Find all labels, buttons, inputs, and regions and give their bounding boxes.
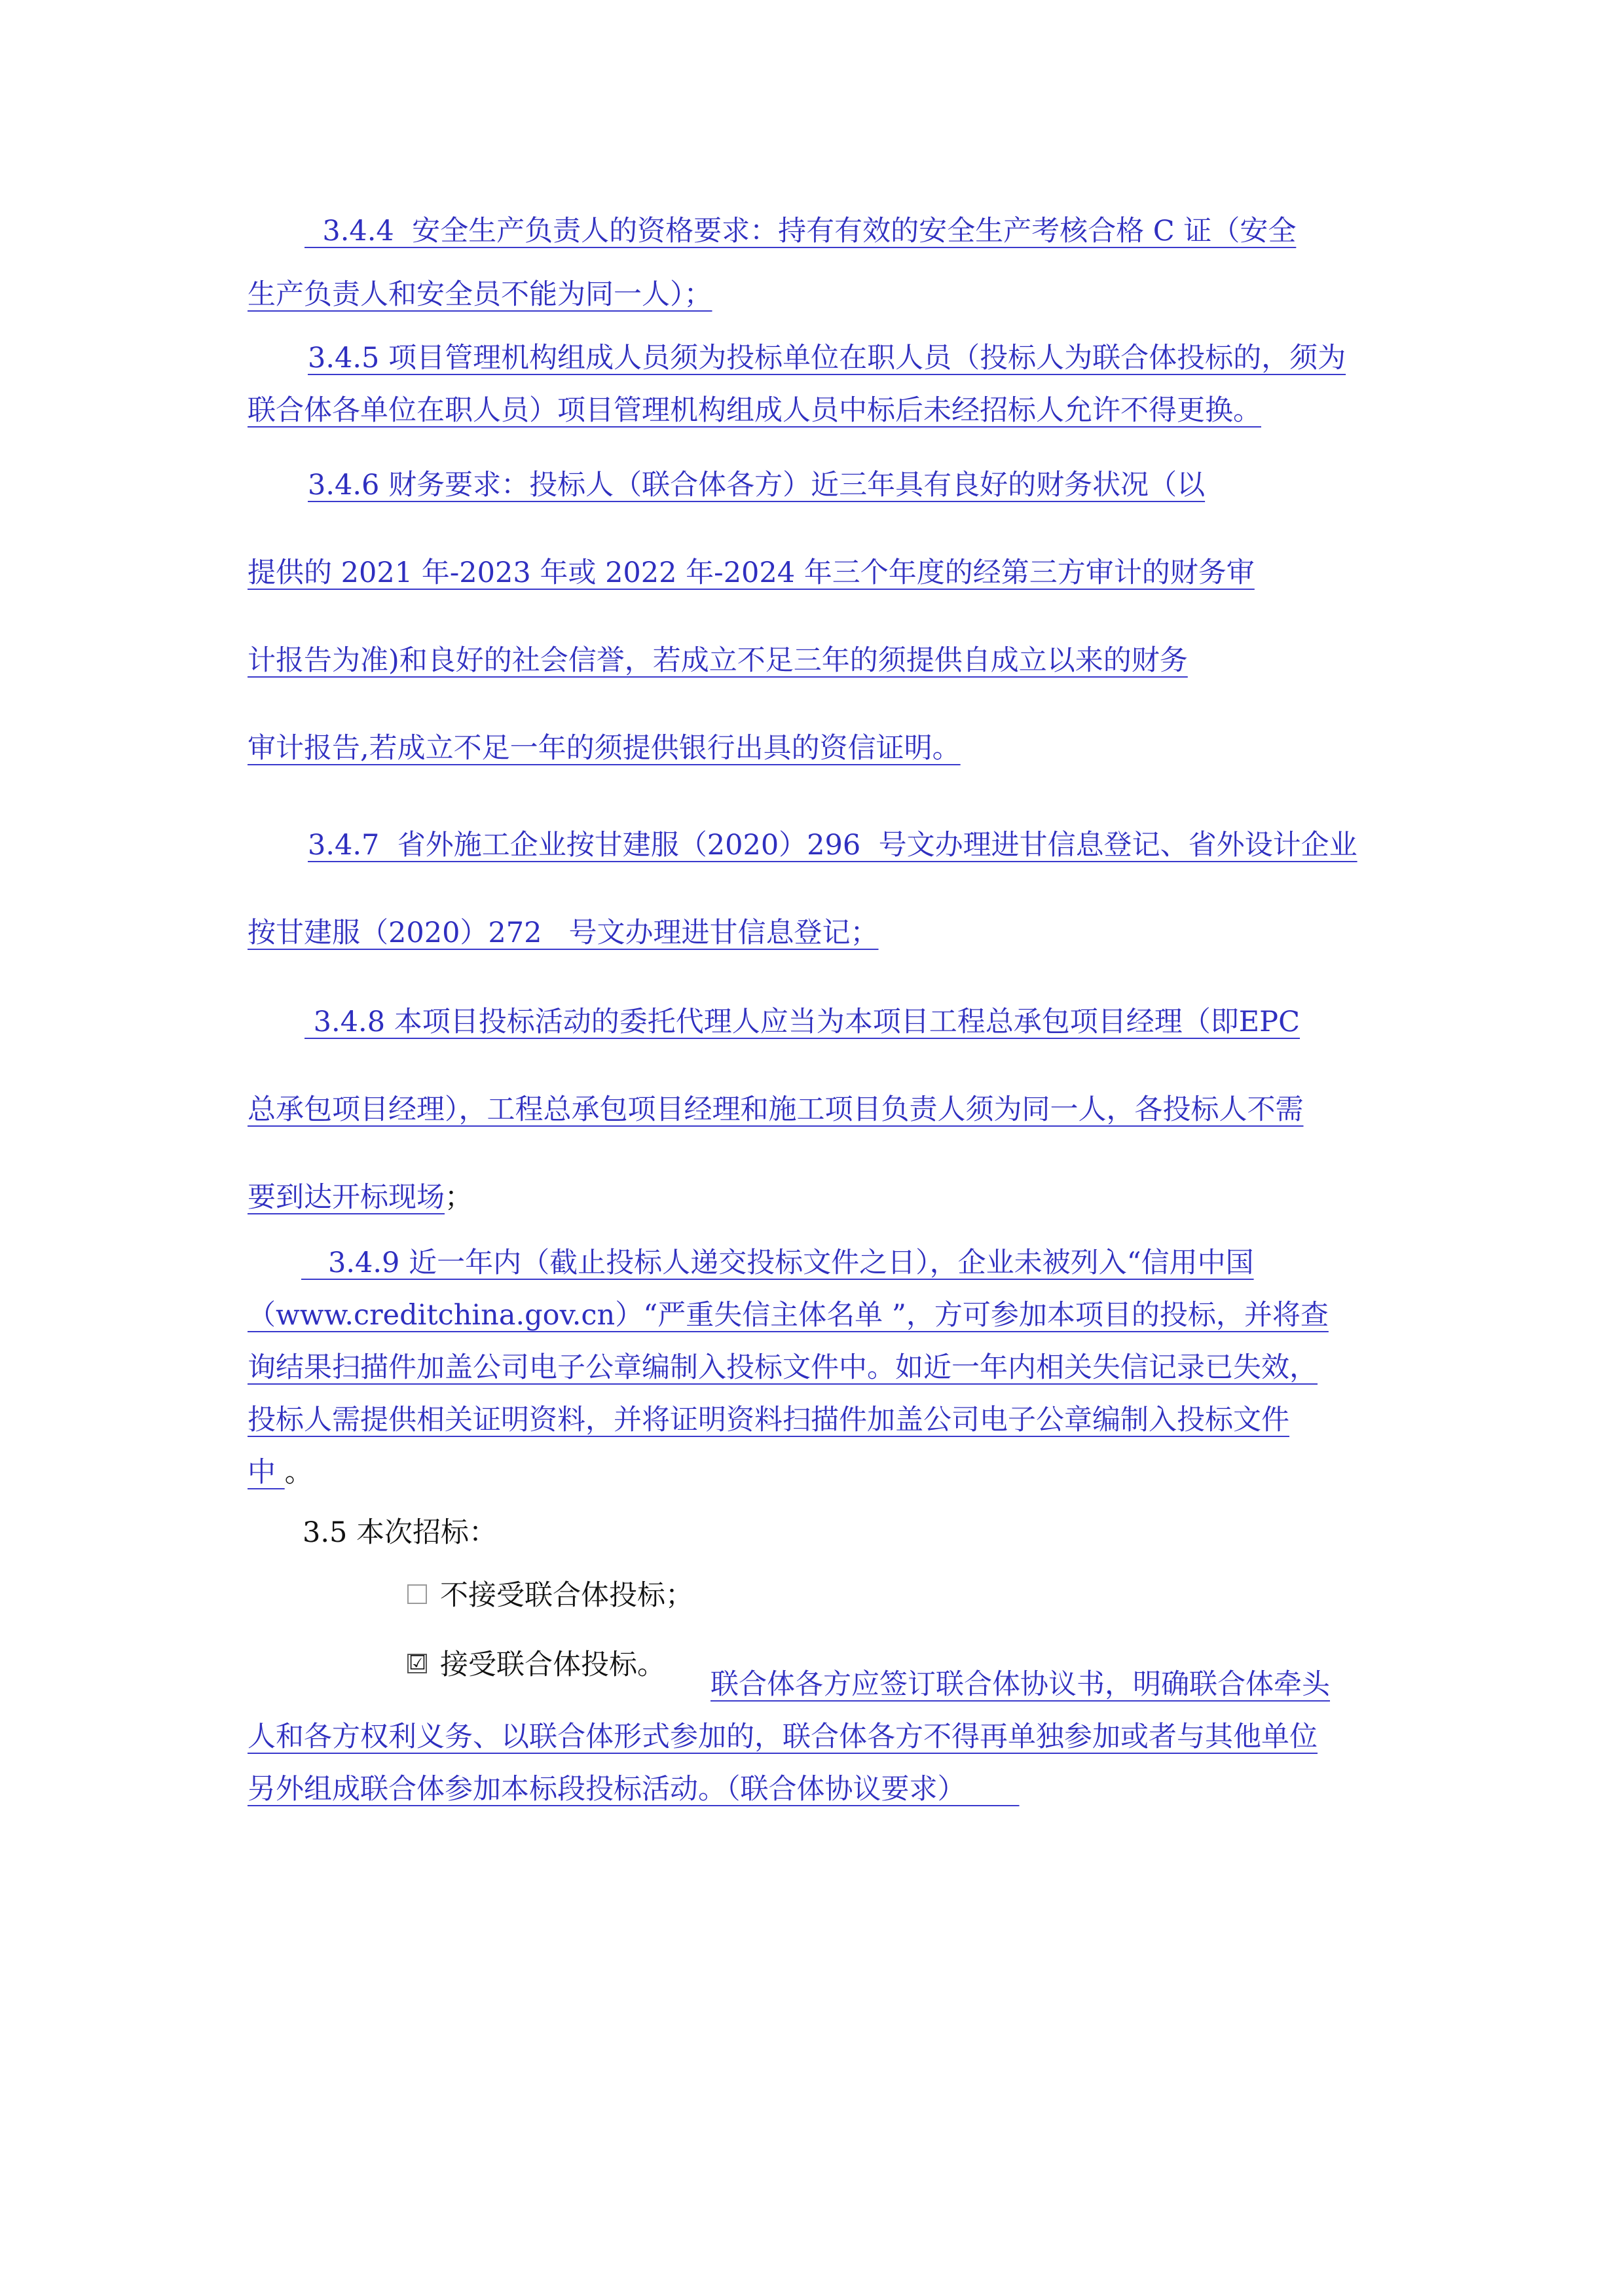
p345-line-1: 3.4.5 项目管理机构组成人员须为投标单位在职人员（投标人为联合体投标的，须为 [308, 342, 1346, 374]
consortium-note-line-3: 另外组成联合体参加本标段投标活动。（联合体协议要求） [248, 1773, 1020, 1806]
p344-line-2: 生产负责人和安全员不能为同一人）； [248, 278, 712, 311]
p346-line-1: 3.4.6 财务要求：投标人（联合体各方）近三年具有良好的财务状况（以 [308, 469, 1206, 501]
p344-line-1: 3.4.4 安全生产负责人的资格要求：持有有效的安全生产考核合格 C 证（安全 [304, 215, 1297, 247]
accept-consortium-checkbox[interactable]: ☑ [409, 1652, 426, 1675]
consortium-note-line-1: 联合体各方应签订联合体协议书，明确联合体牵头 [710, 1668, 1330, 1701]
p349-line-4: 投标人需提供相关证明资料，并将证明资料扫描件加盖公司电子公章编制入投标文件 [248, 1404, 1289, 1436]
accept-consortium-label: 接受联合体投标。 [440, 1649, 665, 1681]
p346-line-4: 审计报告,若成立不足一年的须提供银行出具的资信证明。 [248, 732, 961, 765]
no-consortium-label: 不接受联合体投标； [440, 1579, 693, 1612]
p345-line-2: 联合体各单位在职人员）项目管理机构组成人员中标后未经招标人允许不得更换。 [248, 394, 1261, 427]
consortium-note-line-2: 人和各方权利义务、以联合体形式参加的，联合体各方不得再单独参加或者与其他单位 [248, 1721, 1318, 1753]
p348-line-3: 要到达开标现场 [248, 1181, 445, 1214]
p349-tail: 。 [284, 1456, 313, 1489]
p348-line-2: 总承包项目经理），工程总承包项目经理和施工项目负责人须为同一人，各投标人不需 [248, 1093, 1304, 1126]
p349-line-5: 中 [248, 1456, 285, 1489]
p349-line-2: （www.creditchina.gov.cn）“严重失信主体名单 ”，方可参加本项目的投标，并将查 [248, 1299, 1329, 1332]
p347-line-1: 3.4.7 省外施工企业按甘建服（2020）296 号文办理进甘信息登记、省外设计企业 [308, 829, 1357, 862]
p349-line-3: 询结果扫描件加盖公司电子公章编制入投标文件中。如近一年内相关失信记录已失效， [248, 1351, 1318, 1384]
p348-line-3-wrap [248, 1178, 473, 1216]
section-35-heading: 3.5 本次招标： [303, 1516, 498, 1549]
p348-line-1: 3.4.8 本项目投标活动的委托代理人应当为本项目工程总承包项目经理（即EPC [304, 1006, 1300, 1038]
p348-tail: ； [445, 1181, 473, 1214]
p349-line-1: 3.4.9 近一年内（截止投标人递交投标文件之日），企业未被列入“信用中国 [301, 1247, 1254, 1279]
p349-line-5-wrap [248, 1453, 313, 1491]
no-consortium-checkbox[interactable] [407, 1584, 427, 1604]
p346-line-3: 计报告为准)和良好的社会信誉，若成立不足三年的须提供自成立以来的财务 [248, 644, 1188, 677]
p346-line-2: 提供的 2021 年-2023 年或 2022 年-2024 年三个年度的经第三方审计的财务审 [248, 556, 1255, 589]
p347-line-2: 按甘建服（2020）272 号文办理进甘信息登记； [248, 917, 879, 949]
